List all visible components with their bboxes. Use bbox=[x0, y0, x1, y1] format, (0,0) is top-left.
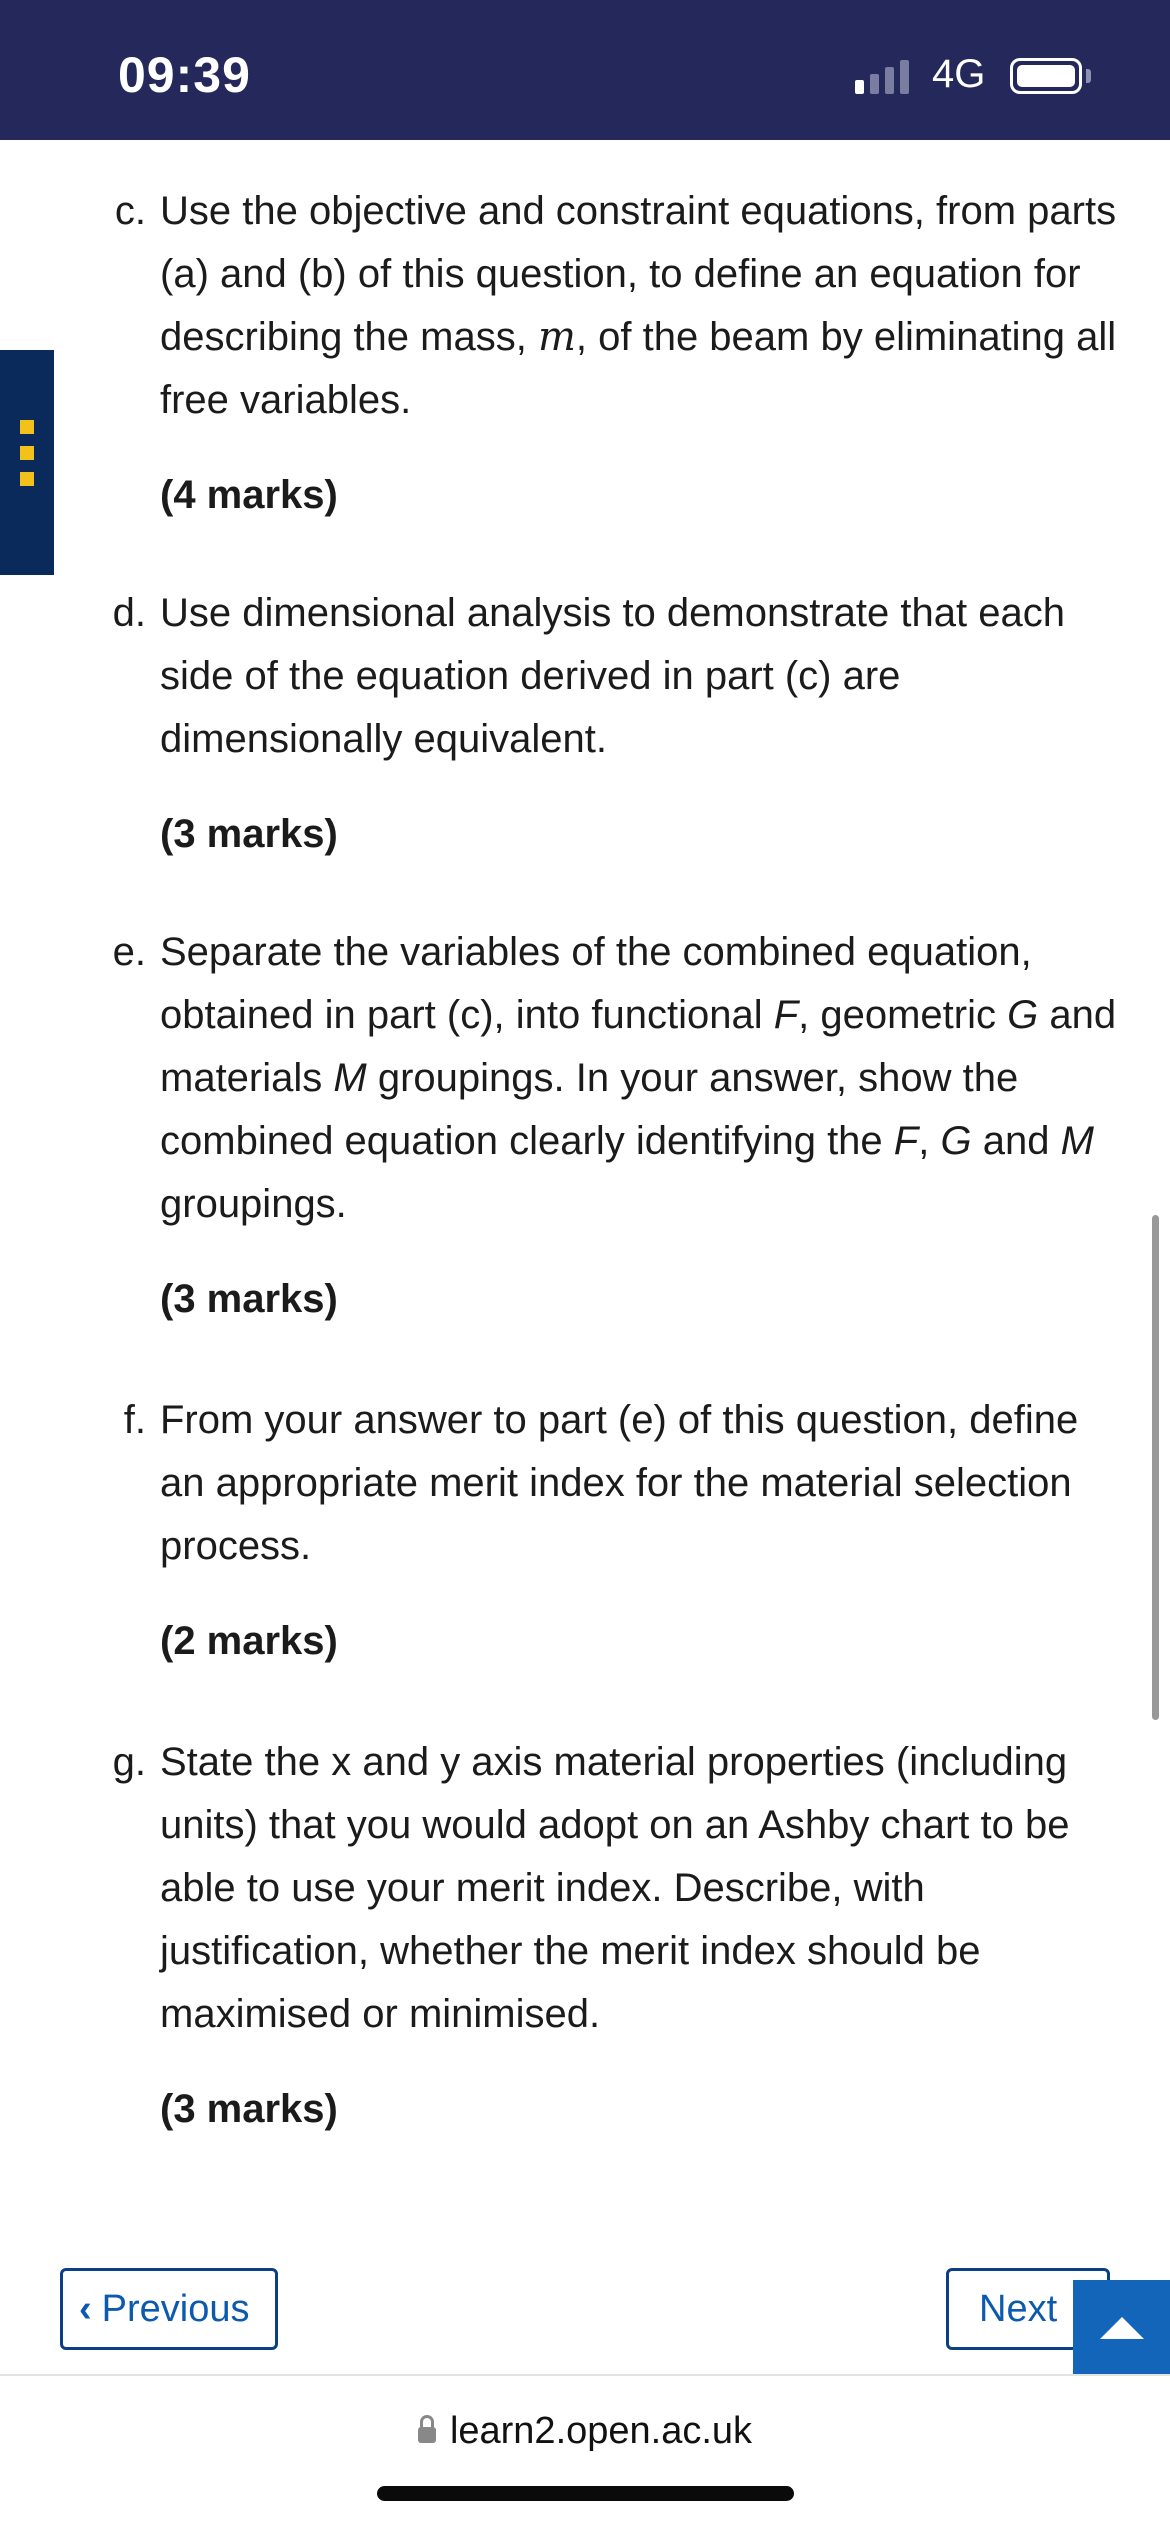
chevron-left-icon: ‹ bbox=[79, 2287, 92, 2330]
question-text: Use dimensional analysis to demonstrate that each side of the equation derived in part (c) are dimensionally equivalent. bbox=[160, 591, 1065, 761]
question-marks: (3 marks) bbox=[160, 2087, 338, 2131]
question-marks: (3 marks) bbox=[160, 812, 338, 856]
status-time: 09:39 bbox=[118, 47, 251, 103]
battery-icon bbox=[1010, 58, 1082, 94]
menu-dot-icon bbox=[20, 446, 34, 460]
question-marks: (4 marks) bbox=[160, 473, 338, 517]
battery-tip bbox=[1086, 69, 1091, 83]
home-indicator[interactable] bbox=[377, 2486, 794, 2501]
status-bar bbox=[0, 0, 1170, 140]
previous-label: Previous bbox=[101, 2287, 250, 2330]
menu-dot-icon bbox=[20, 420, 34, 434]
address-bar[interactable] bbox=[0, 2410, 1170, 2453]
question-letter: g. bbox=[112, 1740, 146, 1784]
cellular-signal-icon bbox=[855, 60, 909, 94]
question-text: From your answer to part (e) of this question, define an appropriate merit index for the material selection process. bbox=[160, 1398, 1079, 1568]
divider bbox=[0, 2374, 1170, 2376]
arrow-up-icon bbox=[1100, 2317, 1144, 2339]
url-text: learn2.open.ac.uk bbox=[449, 2410, 753, 2452]
scrollbar[interactable] bbox=[1152, 1215, 1159, 1720]
next-label: Next bbox=[979, 2287, 1058, 2330]
sidebar-toggle-tab[interactable] bbox=[0, 350, 54, 575]
question-text: State the x and y axis material properties (including units) that you would adopt on an Ashby chart to be able to use your merit index. Describe, with justification, whether the merit index should be maximised or minimised. bbox=[160, 1740, 1070, 2036]
question-letter: c. bbox=[114, 189, 146, 233]
back-to-top-button[interactable] bbox=[1073, 2280, 1170, 2376]
lock-icon bbox=[418, 2427, 436, 2443]
network-type: 4G bbox=[932, 52, 986, 96]
question-letter: f. bbox=[123, 1398, 146, 1442]
question-marks: (2 marks) bbox=[160, 1619, 338, 1663]
question-text: Separate the variables of the combined equation, obtained in part (c), into functional F, geometric G and materials M groupings. In your answer, show the combined equation clearly identifying the F, G and M groupings. bbox=[160, 930, 1117, 1226]
question-letter: d. bbox=[112, 591, 146, 635]
question-letter: e. bbox=[112, 930, 146, 974]
menu-dot-icon bbox=[20, 472, 34, 486]
previous-button[interactable] bbox=[60, 2268, 278, 2350]
question-marks: (3 marks) bbox=[160, 1277, 338, 1321]
question-text: Use the objective and constraint equations, from parts (a) and (b) of this question, to define an equation for describing the mass, m, of the beam by eliminating all free variables. bbox=[160, 189, 1117, 422]
